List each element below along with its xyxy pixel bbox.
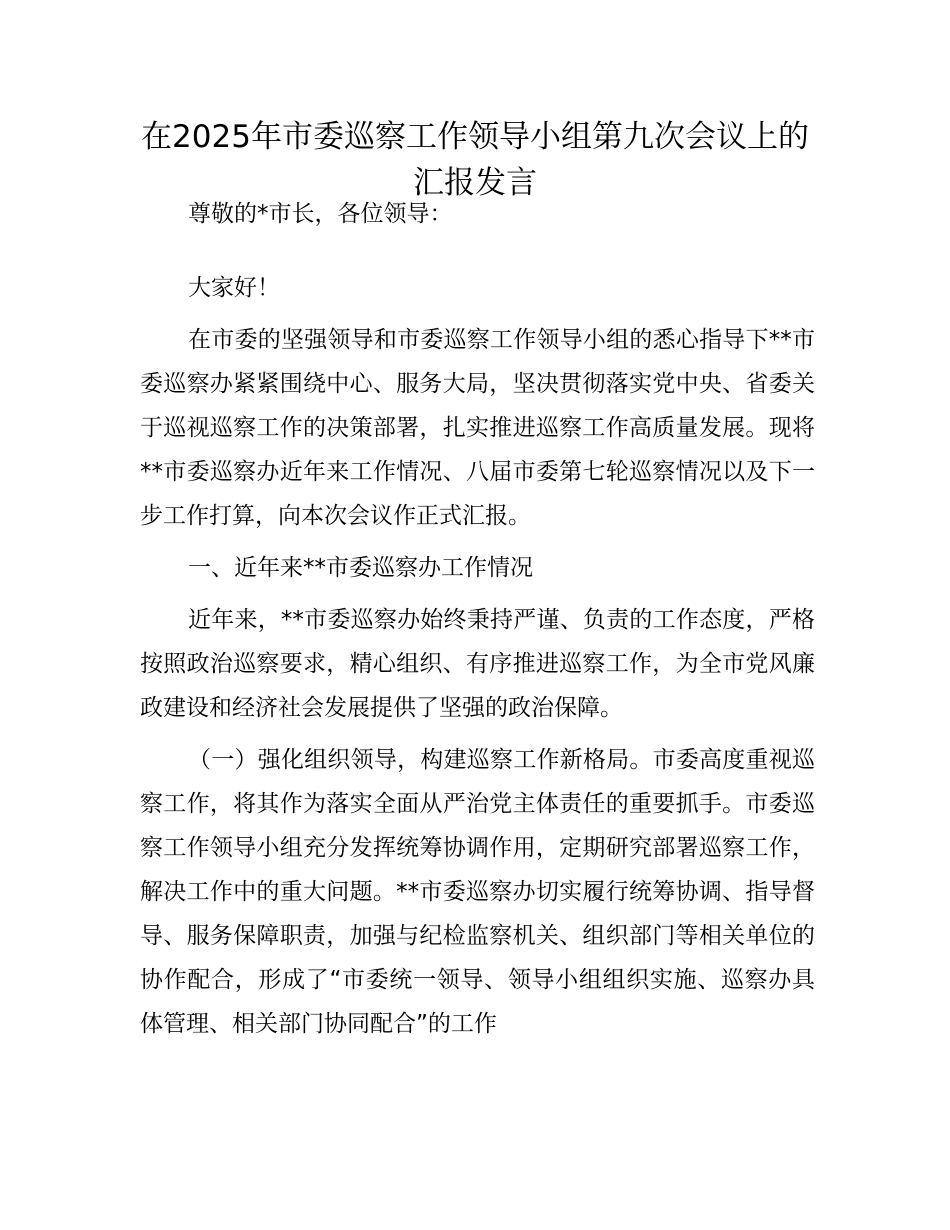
salutation: 尊敬的*市长，各位领导： [188,201,453,227]
recent-work-paragraph: 近年来，**市委巡察办始终秉持严谨、负责的工作态度，严格按照政治巡察要求，精心组织、有序推进巡察工作，为全市党风廉政建设和经济社会发展提供了坚强的政治保障。 [140,607,815,721]
greeting: 大家好！ [188,275,280,301]
section-heading-1: 一、近年来**市委巡察办工作情况 [188,555,533,581]
document-title: 在2025年市委巡察工作领导小组第九次会议上的汇报发言 [141,119,809,201]
intro-paragraph: 在市委的坚强领导和市委巡察工作领导小组的悉心指导下**市委巡察办紧紧围绕中心、服务大局，坚决贯彻落实党中央、省委关于巡视巡察工作的决策部署，扎实推进巡察工作高质量发展。现将**市委巡察办近年来工作情况、八届市委第七轮巡察情况以及下一步工作打算，向本次会议作正式汇报。 [140,327,815,529]
subsection-1-paragraph: （一）强化组织领导，构建巡察工作新格局。市委高度重视巡察工作，将其作为落实全面从严治党主体责任的重要抓手。市委巡察工作领导小组充分发挥统筹协调作用，定期研究部署巡察工作，解决工作中的重大问题。**市委巡察办切实履行统筹协调、指导督导、服务保障职责，加强与纪检监察机关、组织部门等相关单位的协作配合，形成了“市委统一领导、领导小组组织实施、巡察办具体管理、相关部门协同配合”的工作 [140,747,815,1037]
